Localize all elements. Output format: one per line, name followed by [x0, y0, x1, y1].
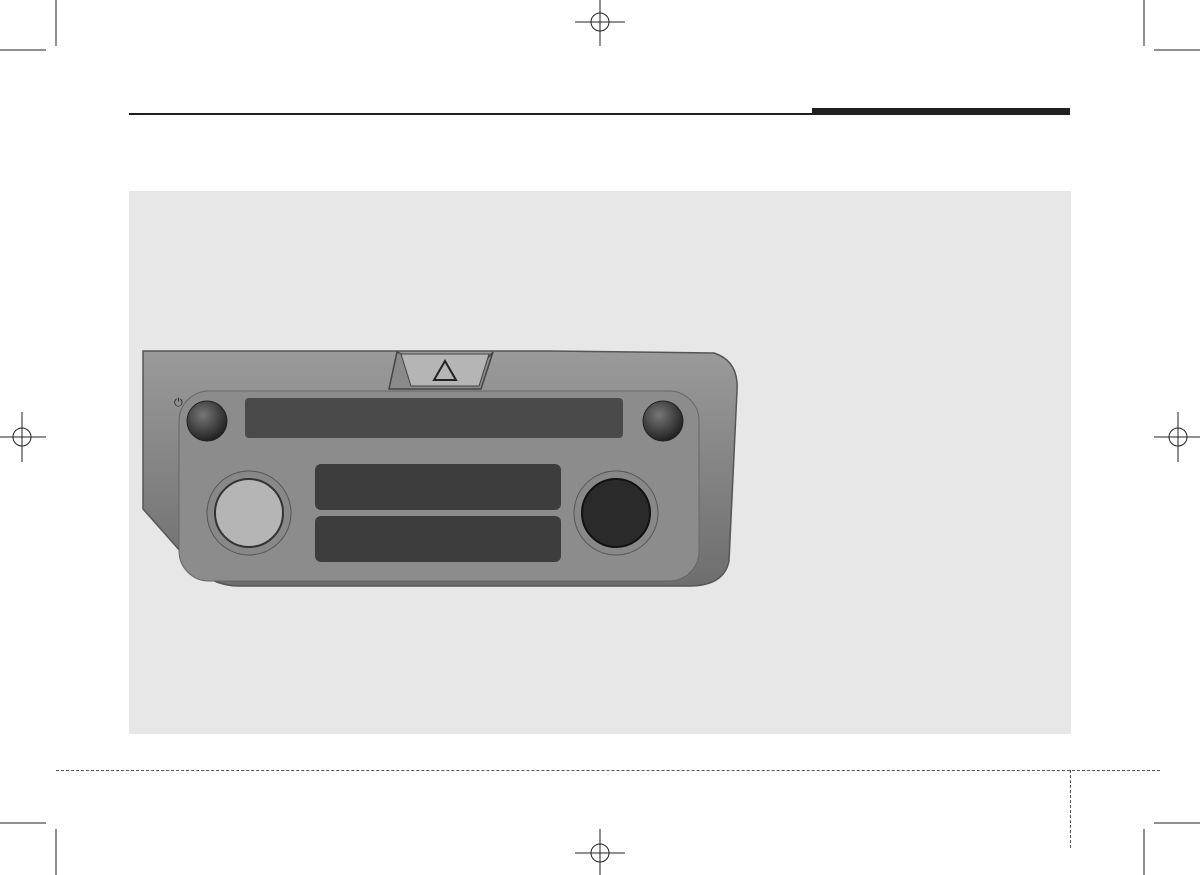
footer-rule	[56, 770, 1160, 771]
function-button-row	[315, 516, 561, 562]
mode-button-row	[315, 464, 561, 510]
footer-divider	[1070, 770, 1071, 848]
legend	[781, 375, 1081, 380]
power-icon: ⏻	[174, 397, 183, 409]
header-rule-thick	[812, 108, 1070, 115]
power-volume-knob	[187, 401, 227, 441]
climate-control-panel	[129, 191, 1071, 734]
tune-knob	[643, 401, 683, 441]
